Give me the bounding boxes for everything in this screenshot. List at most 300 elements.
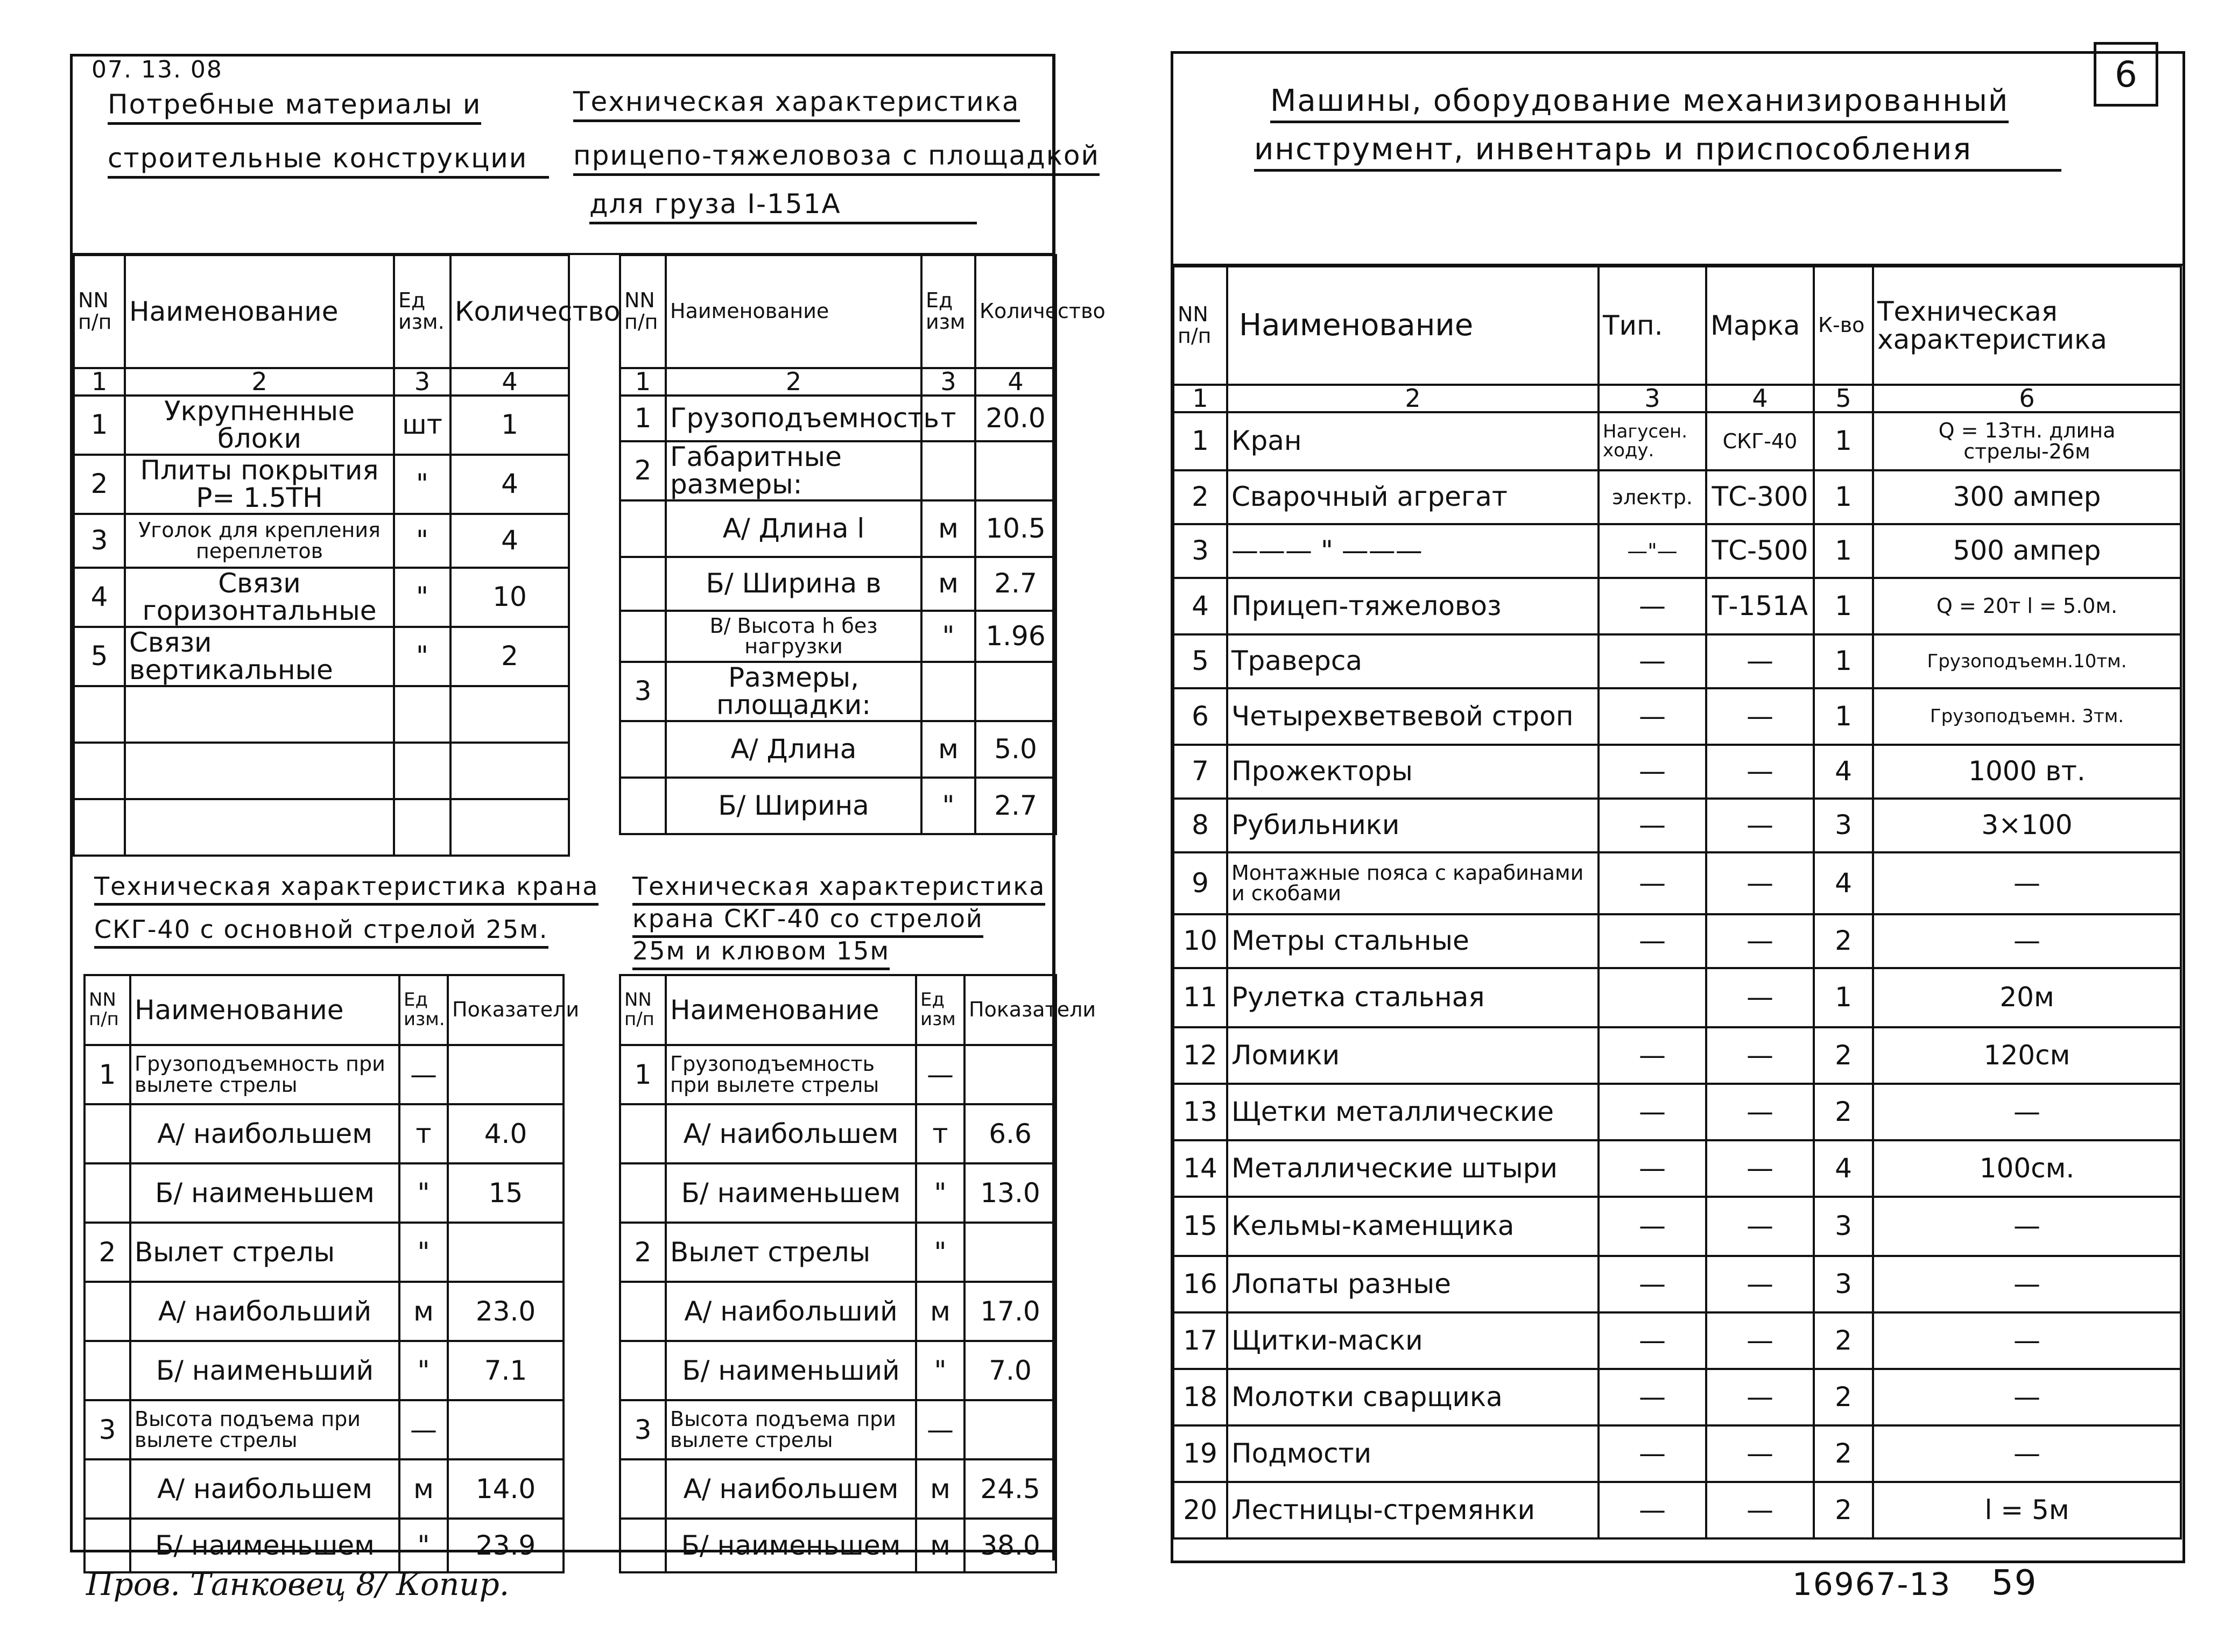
- table-row: [74, 568, 569, 627]
- cell: Высота подъема при вылете стрелы: [666, 1400, 916, 1459]
- table-row-empty: [74, 799, 569, 856]
- trailer-index: 1: [620, 368, 666, 396]
- cell: 2: [1814, 1312, 1873, 1369]
- cell: электр.: [1599, 470, 1706, 524]
- trailer-table: [619, 254, 1106, 835]
- cell: [620, 611, 666, 662]
- cell: [85, 1282, 130, 1341]
- cell: ": [916, 1341, 964, 1400]
- cell: Связи вертикальные: [125, 627, 394, 686]
- machines-index: 5: [1814, 385, 1873, 412]
- cell: —: [1599, 634, 1706, 688]
- cell: ": [399, 1223, 448, 1282]
- cell: Вылет стрелы: [130, 1223, 399, 1282]
- table-row: [1173, 914, 2181, 968]
- cell: —: [1599, 1084, 1706, 1140]
- cell: 1: [74, 396, 125, 455]
- table-row: [85, 1223, 564, 1282]
- cell: 2: [450, 627, 569, 686]
- cell: —: [1599, 1369, 1706, 1425]
- table-row: [1173, 1027, 2181, 1084]
- cell: Ломики: [1227, 1027, 1599, 1084]
- table-row-empty: [74, 686, 569, 743]
- cell: 23.0: [448, 1282, 564, 1341]
- table-row: [85, 1400, 564, 1459]
- cell: Вылет стрелы: [666, 1223, 916, 1282]
- cell: —: [1599, 914, 1706, 968]
- materials-table: [73, 254, 621, 857]
- cell: Б/ наименьший: [666, 1341, 916, 1400]
- cell: Грузоподъемность при вылете стрелы: [666, 1045, 916, 1104]
- cell: Габаритные размеры:: [666, 441, 921, 500]
- cell: Грузоподъемность: [666, 396, 921, 441]
- cell: Укрупненные блоки: [125, 396, 394, 455]
- crane2-header-unit: Ед изм: [916, 975, 964, 1045]
- cell: Прицеп-тяжеловоз: [1227, 578, 1599, 634]
- cell: 3: [74, 514, 125, 568]
- cell: 1.96: [975, 611, 1056, 662]
- cell: ": [394, 568, 450, 627]
- trailer-index: 3: [921, 368, 975, 396]
- table-row: [620, 557, 1056, 611]
- cell: 15: [1173, 1197, 1227, 1256]
- cell: ": [394, 455, 450, 514]
- cell: —: [1599, 1027, 1706, 1084]
- cell: ": [399, 1519, 448, 1572]
- cell: Металлические штыри: [1227, 1140, 1599, 1197]
- cell: м: [921, 557, 975, 611]
- cell: —: [1873, 852, 2181, 914]
- cell: 7.1: [448, 1341, 564, 1400]
- cell: Лопаты разные: [1227, 1256, 1599, 1312]
- cell: —: [1599, 688, 1706, 745]
- cell: —: [1599, 1425, 1706, 1482]
- table-row: [85, 1163, 564, 1223]
- footer-page-number: 59: [1991, 1563, 2038, 1603]
- cell: 500 ампер: [1873, 524, 2181, 578]
- trailer-title-line1: Техническая характеристика: [573, 86, 1020, 122]
- cell: 300 ампер: [1873, 470, 2181, 524]
- cell: —: [1706, 634, 1814, 688]
- cell: [620, 1341, 666, 1400]
- cell: 120см: [1873, 1027, 2181, 1084]
- cell: —: [1706, 1140, 1814, 1197]
- cell: 5: [1173, 634, 1227, 688]
- machines-header-brand: Марка: [1706, 266, 1814, 385]
- cell: ТС-300: [1706, 470, 1814, 524]
- cell: 1: [1173, 412, 1227, 470]
- table-row: [620, 721, 1056, 778]
- cell: СКГ-40: [1706, 412, 1814, 470]
- cell: [85, 1519, 130, 1572]
- crane2-title-line3: 25м и клювом 15м: [632, 936, 890, 970]
- signature-line: Пров. Танковец 8/ Копир.: [86, 1566, 510, 1602]
- cell: Лестницы-стремянки: [1227, 1482, 1599, 1538]
- cell: Связи горизонтальные: [125, 568, 394, 627]
- cell: [620, 1163, 666, 1223]
- table-row: [620, 778, 1056, 834]
- cell: ": [916, 1223, 964, 1282]
- cell: Т-151А: [1706, 578, 1814, 634]
- cell: 4.0: [448, 1104, 564, 1163]
- cell: ": [921, 611, 975, 662]
- cell: —: [1599, 1482, 1706, 1538]
- cell: Молотки сварщика: [1227, 1369, 1599, 1425]
- cell: ": [916, 1163, 964, 1223]
- cell: 1: [620, 396, 666, 441]
- trailer-index: 4: [975, 368, 1056, 396]
- cell: [448, 1045, 564, 1104]
- cell: 4: [1814, 1140, 1873, 1197]
- cell: —: [1599, 799, 1706, 852]
- cell: —: [1599, 745, 1706, 799]
- table-row: [85, 1282, 564, 1341]
- table-row: [1173, 799, 2181, 852]
- machines-index: 3: [1599, 385, 1706, 412]
- cell: 10.5: [975, 500, 1056, 557]
- cell: 2: [85, 1223, 130, 1282]
- cell: —"—: [1599, 524, 1706, 578]
- table-row: [1173, 470, 2181, 524]
- machines-header-name: Наименование: [1227, 266, 1599, 385]
- table-row: [1173, 745, 2181, 799]
- cell: 100см.: [1873, 1140, 2181, 1197]
- cell: А/ Длина: [666, 721, 921, 778]
- cell: [620, 1104, 666, 1163]
- cell: 2: [620, 1223, 666, 1282]
- materials-header-nn: NN п/п: [74, 255, 125, 368]
- cell: м: [916, 1282, 964, 1341]
- cell: 5.0: [975, 721, 1056, 778]
- cell: А/ наибольший: [130, 1282, 399, 1341]
- cell: 4: [450, 455, 569, 514]
- cell: —: [1873, 1197, 2181, 1256]
- table-row: [620, 611, 1056, 662]
- table-row: [85, 1341, 564, 1400]
- cell: Б/ наименьшем: [130, 1163, 399, 1223]
- cell: 19: [1173, 1425, 1227, 1482]
- crane1-title-line1: Техническая характеристика крана: [94, 872, 599, 906]
- cell: 5: [74, 627, 125, 686]
- machines-index: 4: [1706, 385, 1814, 412]
- trailer-header-nn: NN п/п: [620, 255, 666, 368]
- cell: [964, 1223, 1056, 1282]
- cell: Q = 20т l = 5.0м.: [1873, 578, 2181, 634]
- crane1-header-name: Наименование: [130, 975, 399, 1045]
- cell: 6.6: [964, 1104, 1056, 1163]
- table-row: [620, 1519, 1056, 1572]
- cell: м: [921, 721, 975, 778]
- table-row: [620, 441, 1056, 500]
- cell: Б/ наименьшем: [666, 1519, 916, 1572]
- table-row: [620, 396, 1056, 441]
- table-row: [85, 1459, 564, 1519]
- cell: —: [399, 1400, 448, 1459]
- materials-header-unit: Ед изм.: [394, 255, 450, 368]
- cell: —: [1873, 1084, 2181, 1140]
- cell: 4: [450, 514, 569, 568]
- cell: т: [921, 396, 975, 441]
- cell: 20.0: [975, 396, 1056, 441]
- table-row: [620, 1163, 1056, 1223]
- cell: 1: [1814, 412, 1873, 470]
- cell: [620, 778, 666, 834]
- cell: 1000 вт.: [1873, 745, 2181, 799]
- materials-title-line2: строительные конструкции: [108, 143, 549, 179]
- cell: 14: [1173, 1140, 1227, 1197]
- cell: Уголок для крепления переплетов: [125, 514, 394, 568]
- cell: Б/ наименьшем: [130, 1519, 399, 1572]
- cell: —: [1706, 968, 1814, 1027]
- cell: 1: [1814, 688, 1873, 745]
- cell: 2: [1814, 914, 1873, 968]
- cell: 10: [1173, 914, 1227, 968]
- cell: [620, 1459, 666, 1519]
- cell: —: [1706, 745, 1814, 799]
- crane2-header-nn: NN п/п: [620, 975, 666, 1045]
- cell: 1: [620, 1045, 666, 1104]
- materials-title-line1: Потребные материалы и: [108, 89, 481, 125]
- cell: 1: [1814, 968, 1873, 1027]
- cell: 38.0: [964, 1519, 1056, 1572]
- materials-index: 3: [394, 368, 450, 396]
- trailer-title-line3: для груза I-151А: [589, 188, 977, 224]
- table-row: [1173, 688, 2181, 745]
- cell: Прожекторы: [1227, 745, 1599, 799]
- machines-title-line1: Машины, оборудование механизированный: [1270, 83, 2009, 123]
- cell: Нагусен. ходу.: [1599, 412, 1706, 470]
- cell: 4: [74, 568, 125, 627]
- cell: Щетки металлические: [1227, 1084, 1599, 1140]
- cell: А/ наибольшем: [130, 1459, 399, 1519]
- machines-title-line2: инструмент, инвентарь и приспособления: [1254, 132, 2061, 172]
- cell: м: [921, 500, 975, 557]
- cell: —: [1599, 578, 1706, 634]
- table-row: [1173, 1084, 2181, 1140]
- crane2-header-name: Наименование: [666, 975, 916, 1045]
- trailer-header-qty: Количество: [975, 255, 1056, 368]
- cell: 13: [1173, 1084, 1227, 1140]
- cell: 1: [1814, 578, 1873, 634]
- cell: 2: [1814, 1084, 1873, 1140]
- table-row: [1173, 634, 2181, 688]
- cell: [448, 1400, 564, 1459]
- cell: [85, 1163, 130, 1223]
- table-row: [620, 662, 1056, 721]
- machines-index: 2: [1227, 385, 1599, 412]
- table-row: [74, 627, 569, 686]
- cell: —: [1706, 1425, 1814, 1482]
- table-row: [85, 1045, 564, 1104]
- crane1-table: [83, 974, 580, 1573]
- cell: 9: [1173, 852, 1227, 914]
- cell: [964, 1400, 1056, 1459]
- cell: 23.9: [448, 1519, 564, 1572]
- cell: —: [1873, 1256, 2181, 1312]
- trailer-header-name: Наименование: [666, 255, 921, 368]
- cell: —: [916, 1045, 964, 1104]
- cell: —: [1599, 852, 1706, 914]
- cell: 3: [1814, 799, 1873, 852]
- cell: ": [394, 627, 450, 686]
- machines-header-type: Тип.: [1599, 266, 1706, 385]
- trailer-header-unit: Ед изм: [921, 255, 975, 368]
- table-row: [1173, 1140, 2181, 1197]
- cell: 2: [620, 441, 666, 500]
- cell: ": [399, 1163, 448, 1223]
- cell: 1: [450, 396, 569, 455]
- cell: 2: [74, 455, 125, 514]
- cell: —: [1706, 1482, 1814, 1538]
- cell: [921, 662, 975, 721]
- cell: 10: [450, 568, 569, 627]
- table-row: [1173, 1197, 2181, 1256]
- cell: [85, 1341, 130, 1400]
- materials-index: 4: [450, 368, 569, 396]
- cell: 20: [1173, 1482, 1227, 1538]
- table-row: [1173, 1312, 2181, 1369]
- footer-document-code: 16967-13: [1792, 1566, 1952, 1602]
- cell: 17: [1173, 1312, 1227, 1369]
- cell: т: [916, 1104, 964, 1163]
- cell: 3: [620, 1400, 666, 1459]
- cell: Щитки-маски: [1227, 1312, 1599, 1369]
- crane1-header-value: Показатели: [448, 975, 564, 1045]
- cell: 1: [85, 1045, 130, 1104]
- cell: Подмости: [1227, 1425, 1599, 1482]
- cell: т: [399, 1104, 448, 1163]
- cell: В/ Высота h без нагрузки: [666, 611, 921, 662]
- cell: 2: [1814, 1027, 1873, 1084]
- cell: 15: [448, 1163, 564, 1223]
- cell: 3: [1814, 1197, 1873, 1256]
- table-row-empty: [74, 743, 569, 799]
- cell: 7.0: [964, 1341, 1056, 1400]
- cell: 1: [1814, 524, 1873, 578]
- cell: А/ наибольший: [666, 1282, 916, 1341]
- cell: 3: [85, 1400, 130, 1459]
- cell: [620, 500, 666, 557]
- table-row: [1173, 1369, 2181, 1425]
- machines-index: 1: [1173, 385, 1227, 412]
- cell: 7: [1173, 745, 1227, 799]
- crane1-header-nn: NN п/п: [85, 975, 130, 1045]
- page-number-box: [2094, 42, 2158, 107]
- table-row: [74, 455, 569, 514]
- cell: —: [1706, 914, 1814, 968]
- materials-index: 1: [74, 368, 125, 396]
- machines-table: [1172, 265, 2182, 1540]
- cell: ": [399, 1341, 448, 1400]
- cell: Б/ Ширина в: [666, 557, 921, 611]
- table-row: [1173, 968, 2181, 1027]
- cell: Грузоподъемн. 3тм.: [1873, 688, 2181, 745]
- page-number: 6: [2115, 53, 2137, 95]
- cell: 2: [1814, 1369, 1873, 1425]
- cell: Сварочный агрегат: [1227, 470, 1599, 524]
- cell: 2: [1814, 1425, 1873, 1482]
- cell: [975, 662, 1056, 721]
- cell: 3: [620, 662, 666, 721]
- table-row: [1173, 524, 2181, 578]
- table-row: [620, 1045, 1056, 1104]
- cell: [620, 1519, 666, 1572]
- cell: шт: [394, 396, 450, 455]
- cell: Грузоподъемн.10тм.: [1873, 634, 2181, 688]
- table-row: [620, 1282, 1056, 1341]
- table-row: [620, 1341, 1056, 1400]
- cell: м: [916, 1459, 964, 1519]
- materials-header-name: Наименование: [125, 255, 394, 368]
- cell: 17.0: [964, 1282, 1056, 1341]
- table-row: [1173, 578, 2181, 634]
- cell: 6: [1173, 688, 1227, 745]
- cell: м: [916, 1519, 964, 1572]
- cell: Монтажные пояса с карабинами и скобами: [1227, 852, 1599, 914]
- cell: А/ наибольшем: [130, 1104, 399, 1163]
- table-row: [74, 514, 569, 568]
- cell: —: [1599, 1312, 1706, 1369]
- table-row: [1173, 1425, 2181, 1482]
- cell: [921, 441, 975, 500]
- cell: 4: [1814, 745, 1873, 799]
- cell: Грузоподъемность при вылете стрелы: [130, 1045, 399, 1104]
- document-date: 07. 13. 08: [91, 56, 223, 83]
- cell: 1: [1814, 634, 1873, 688]
- table-row: [620, 1459, 1056, 1519]
- cell: —: [916, 1400, 964, 1459]
- cell: [620, 721, 666, 778]
- cell: [85, 1459, 130, 1519]
- cell: Траверса: [1227, 634, 1599, 688]
- cell: ": [394, 514, 450, 568]
- cell: —: [1873, 1369, 2181, 1425]
- crane1-title-line2: СКГ-40 с основной стрелой 25м.: [94, 915, 548, 949]
- cell: Высота подъема при вылете стрелы: [130, 1400, 399, 1459]
- crane2-title-line1: Техническая характеристика: [632, 872, 1045, 906]
- cell: Рубильники: [1227, 799, 1599, 852]
- table-row: [620, 1223, 1056, 1282]
- cell: 2: [1173, 470, 1227, 524]
- cell: —: [1873, 1312, 2181, 1369]
- cell: 16: [1173, 1256, 1227, 1312]
- cell: Плиты покрытия P= 1.5ТН: [125, 455, 394, 514]
- cell: м: [399, 1459, 448, 1519]
- cell: [85, 1104, 130, 1163]
- cell: Б/ наименьшем: [666, 1163, 916, 1223]
- cell: Кельмы-каменщика: [1227, 1197, 1599, 1256]
- table-row: [1173, 1482, 2181, 1538]
- cell: [964, 1045, 1056, 1104]
- cell: —: [1599, 1140, 1706, 1197]
- materials-header-qty: Количество: [450, 255, 569, 368]
- cell: [620, 557, 666, 611]
- cell: —: [1873, 1425, 2181, 1482]
- cell: —: [1706, 852, 1814, 914]
- cell: Б/ Ширина: [666, 778, 921, 834]
- table-row: [85, 1519, 564, 1572]
- cell: 13.0: [964, 1163, 1056, 1223]
- crane1-header-unit: Ед изм.: [399, 975, 448, 1045]
- crane2-title-line2: крана СКГ-40 со стрелой: [632, 904, 983, 938]
- machines-index: 6: [1873, 385, 2181, 412]
- trailer-title-line2: прицепо-тяжеловоза с площадкой: [573, 140, 1100, 176]
- cell: 2.7: [975, 557, 1056, 611]
- cell: А/ наибольшем: [666, 1104, 916, 1163]
- table-row: [620, 500, 1056, 557]
- cell: [448, 1223, 564, 1282]
- cell: 2.7: [975, 778, 1056, 834]
